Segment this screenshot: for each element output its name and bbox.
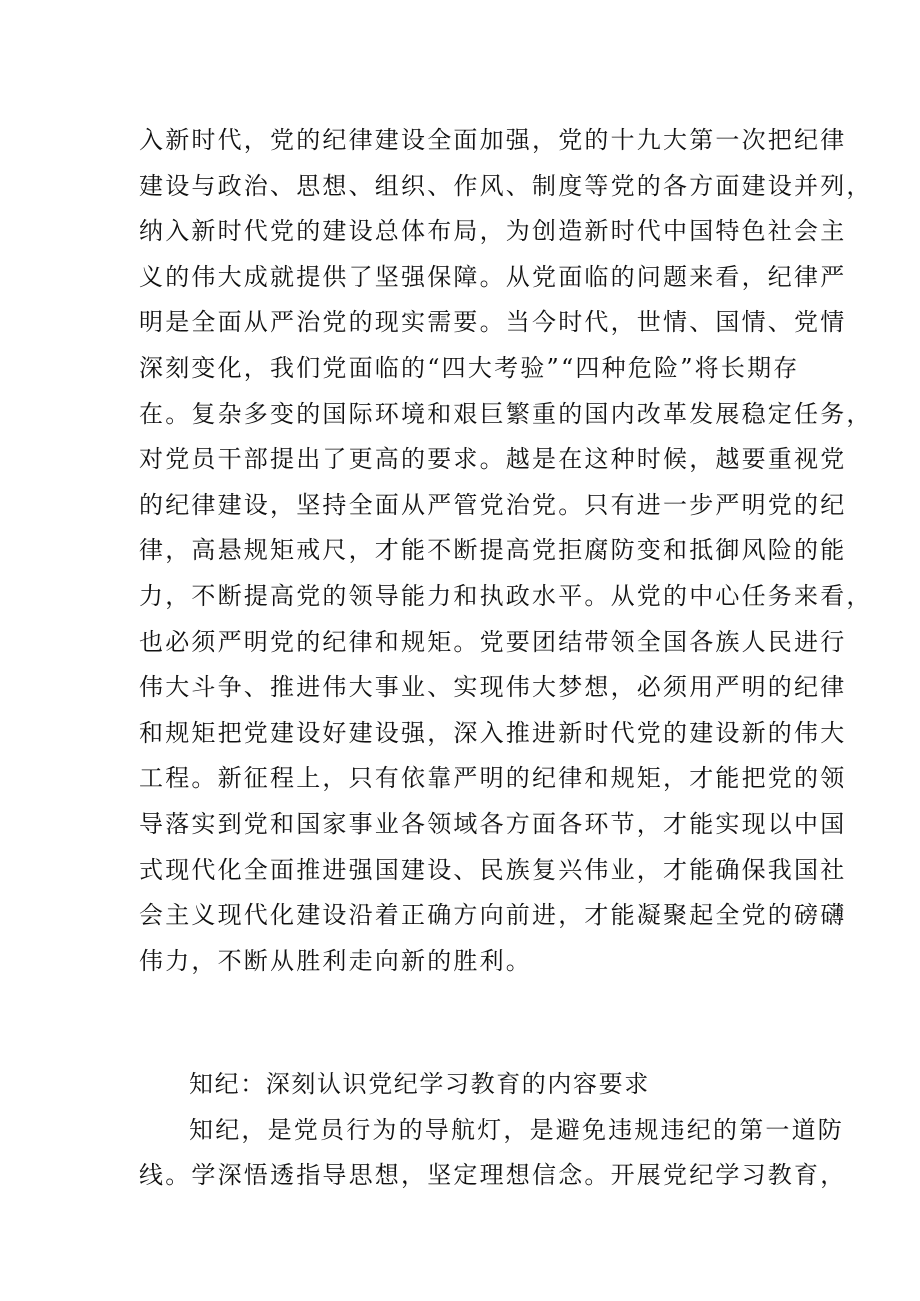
text-line: 知纪，是党员行为的导航灯，是避免违规违纪的第一道防 [189,1115,844,1144]
text-line: 对党员干部提出了更高的要求。越是在这种时候，越要重视党 [139,445,847,474]
text-line: 义的伟大成就提供了坚强保障。从党面临的问题来看，纪律严 [139,262,847,291]
paragraph-1 [139,118,873,984]
text-line: 建设与政治、思想、组织、作风、制度等党的各方面建设并列， [139,171,873,200]
text-line: 会主义现代化建设沿着正确方向前进，才能凝聚起全党的磅礴 [139,901,847,930]
text-line: 律，高悬规矩戒尺，才能不断提高党拒腐防变和抵御风险的能 [139,536,847,565]
text-line: 线。学深悟透指导思想，坚定理想信念。开展党纪学习教育， [139,1161,847,1190]
text-line: 伟力，不断从胜利走向新的胜利。 [139,946,532,975]
text-line: 力，不断提高党的领导能力和执政水平。从党的中心任务来看， [139,581,873,610]
document-body [139,118,873,1199]
text-line: 纳入新时代党的建设总体布局，为创造新时代中国特色社会主 [139,217,847,246]
text-line: 导落实到党和国家事业各领域各方面各环节，才能实现以中国 [139,809,847,838]
text-line: 式现代化全面推进强国建设、民族复兴伟业，才能确保我国社 [139,855,847,884]
text-line: 也必须严明党的纪律和规矩。党要团结带领全国各族人民进行 [139,627,847,656]
section-heading: 知纪：深刻认识党纪学习教育的内容要求 [189,1070,650,1099]
section-knowing-discipline [139,1062,847,1199]
text-line: 的纪律建设，坚持全面从严管党治党。只有进一步严明党的纪 [139,490,847,519]
text-line: 和规矩把党建设好建设强，深入推进新时代党的建设新的伟大 [139,718,847,747]
text-line: 深刻变化，我们党面临的“四大考验”“四种危险”将长期存 [139,353,800,382]
text-line: 在。复杂多变的国际环境和艰巨繁重的国内改革发展稳定任务， [139,399,873,428]
text-line: 入新时代，党的纪律建设全面加强，党的十九大第一次把纪律 [139,126,847,154]
text-line: 伟大斗争、推进伟大事业、实现伟大梦想，必须用严明的纪律 [139,673,847,702]
text-line: 工程。新征程上，只有依靠严明的纪律和规矩，才能把党的领 [139,764,847,793]
section-gap [139,984,799,1062]
text-line: 明是全面从严治党的现实需要。当今时代，世情、国情、党情 [139,308,847,337]
